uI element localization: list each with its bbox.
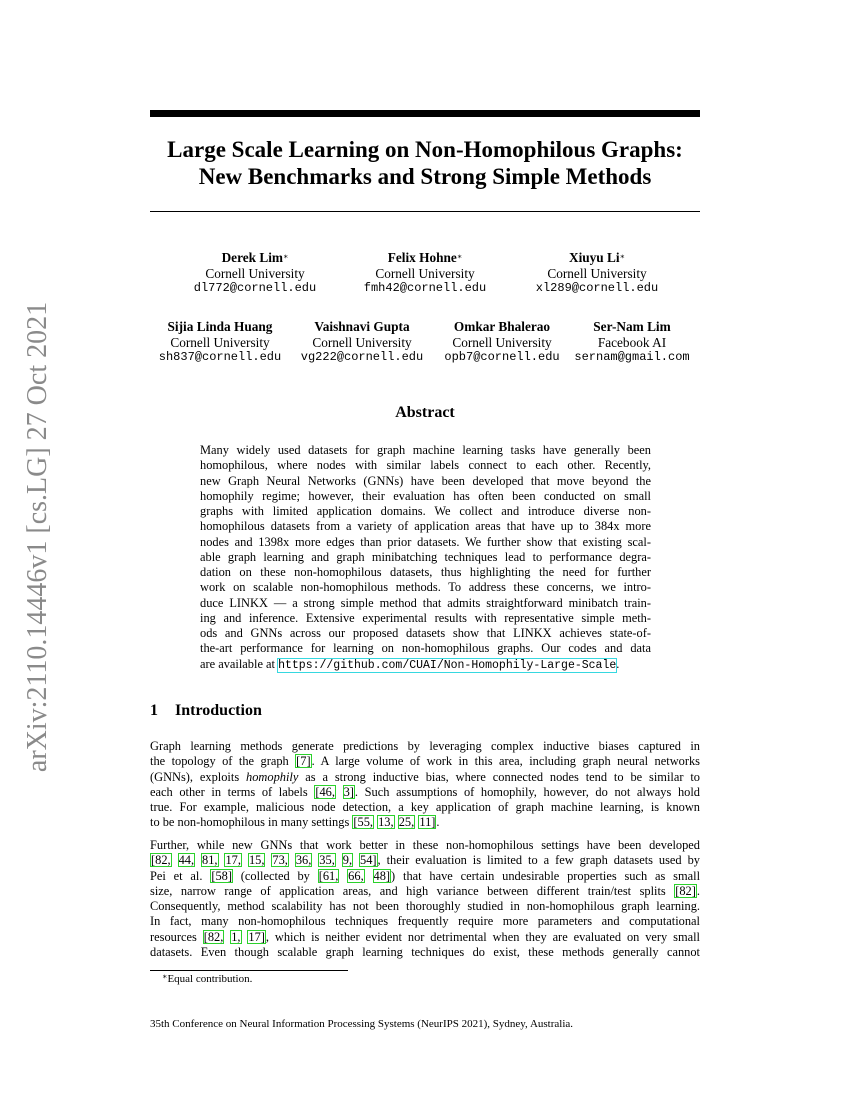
title-line-1: Large Scale Learning on Non-Homophilous Graphs: xyxy=(167,137,683,162)
author-affiliation: Cornell University xyxy=(547,265,647,281)
citation-link[interactable]: 44, xyxy=(178,853,195,868)
section-title: Introduction xyxy=(175,702,262,719)
author-name: Xiuyu Li xyxy=(568,250,620,265)
abstract-line: new Graph Neural Networks (GNNs) have been developed that move beyond the xyxy=(200,473,651,488)
text: . xyxy=(696,883,700,898)
author-name: Vaishnavi Gupta xyxy=(314,319,410,334)
footnote-rule xyxy=(150,970,348,971)
author-email[interactable]: sernam@gmail.com xyxy=(574,350,690,364)
citation-link[interactable]: 17] xyxy=(248,929,265,944)
abstract-line: ing and inference. Extensive experimental results with representative simple meth- xyxy=(200,610,651,625)
intro-paragraph-2 xyxy=(150,838,700,960)
abstract-line: duce LINKX — a strong simple method that admits straightforward minibatch train- xyxy=(200,595,651,610)
text: . xyxy=(436,815,440,830)
text: , their evaluation is limited to a few graph datasets used by xyxy=(377,853,700,868)
title-top-rule xyxy=(150,110,700,117)
footnote-text: Equal contribution. xyxy=(167,973,253,985)
text: . A large volume of work in this area, including graph neural networks xyxy=(311,754,700,769)
citation-link[interactable]: 3] xyxy=(343,784,354,799)
author-affiliation: Cornell University xyxy=(170,334,270,350)
para-line xyxy=(150,754,700,769)
author-block xyxy=(432,319,572,366)
citation-link[interactable]: 73, xyxy=(272,853,288,868)
citation-link[interactable]: [55, xyxy=(353,815,373,830)
citation-link[interactable]: 17, xyxy=(225,853,241,868)
para-line xyxy=(150,815,700,830)
citation-link[interactable]: 11] xyxy=(419,815,436,830)
abstract-line: the-art performance for learning on non-homophilous graphs. Our codes and data xyxy=(200,641,651,656)
para-line: true. For example, malicious node detection, a key application of graph machine learning, is known xyxy=(150,800,700,814)
section-number: 1 xyxy=(150,702,158,719)
author-name: Ser-Nam Lim xyxy=(593,319,671,334)
text: each other in terms of labels xyxy=(150,784,315,799)
author-name: Sijia Linda Huang xyxy=(167,319,273,334)
abstract-body xyxy=(200,443,651,673)
para-line xyxy=(150,869,700,884)
text: resources xyxy=(150,929,203,944)
citation-link[interactable]: 35, xyxy=(319,853,335,868)
citation-link[interactable]: [58] xyxy=(211,868,232,883)
text: ) that have certain undesirable properties such as small xyxy=(391,868,701,883)
author-block xyxy=(562,319,702,366)
para-line: Further, while new GNNs that work better in these non-homophilous settings have been developed xyxy=(150,838,700,852)
author-affiliation: Cornell University xyxy=(375,265,475,281)
author-star: ∗ xyxy=(283,252,289,261)
citation-link[interactable]: [7] xyxy=(296,754,311,769)
code-link[interactable]: https://github.com/CUAI/Non-Homophily-Large-Scale xyxy=(278,658,617,672)
author-name: Omkar Bhalerao xyxy=(453,319,551,334)
para-line xyxy=(150,785,700,800)
abstract-last-suffix: . xyxy=(616,656,620,671)
author-email[interactable]: opb7@cornell.edu xyxy=(444,350,560,364)
author-email[interactable]: vg222@cornell.edu xyxy=(300,350,424,364)
arxiv-watermark: arXiv:2110.14446v1 [cs.LG] 27 Oct 2021 xyxy=(22,301,53,773)
citation-link[interactable]: 13, xyxy=(378,815,394,830)
text: . Such assumptions of homophily, however, do not always hold xyxy=(354,784,700,799)
text: , which is neither evident nor detrimental when they are evaluated on very small xyxy=(265,929,700,944)
author-star: ∗ xyxy=(619,252,626,261)
citation-link[interactable]: 66, xyxy=(348,868,364,883)
abstract-line: nodes and 1398x more edges than prior datasets. We further show that existing scal- xyxy=(200,534,651,549)
intro-paragraph-1 xyxy=(150,739,700,831)
para-line: Graph learning methods generate predictions by leveraging complex inductive biases captured in xyxy=(150,739,700,753)
author-block xyxy=(150,319,290,366)
citation-link[interactable]: 81, xyxy=(202,853,218,868)
citation-link[interactable]: 15, xyxy=(248,853,265,868)
author-block xyxy=(512,250,682,297)
text: (GNNs), exploits xyxy=(150,769,247,784)
title-bottom-rule xyxy=(150,211,700,212)
citation-link[interactable]: 54] xyxy=(360,853,377,868)
citation-link[interactable]: [46, xyxy=(315,784,335,799)
abstract-line: homophilous, where nodes with similar labels connect to each other. Recently, xyxy=(200,458,651,473)
author-block xyxy=(340,250,510,297)
text: the topology of the graph xyxy=(150,754,296,769)
citation-link[interactable]: 1, xyxy=(231,929,241,944)
para-line xyxy=(150,853,700,868)
abstract-line: homophily regime; however, their evaluation has often been conducted on small xyxy=(200,488,651,503)
citation-link[interactable]: [82] xyxy=(675,883,696,898)
para-line: In fact, many non-homophilous techniques frequently require more parameters and computational xyxy=(150,914,700,929)
para-line xyxy=(150,930,700,945)
para-line: datasets. Even though scalable graph learning techniques do exist, these methods generally cannot xyxy=(150,944,700,959)
abstract-last-prefix: are available at xyxy=(200,656,275,671)
section-heading xyxy=(150,702,262,720)
footnote-star: ∗ xyxy=(162,972,168,981)
title-line-2: New Benchmarks and Strong Simple Methods xyxy=(198,164,652,189)
abstract-line: homophilous datasets from a variety of application areas that have up to 384x more xyxy=(200,519,651,534)
author-affiliation: Cornell University xyxy=(452,334,552,350)
conference-note: 35th Conference on Neural Information Processing Systems (NeurIPS 2021), Sydney, Australia. xyxy=(150,1018,574,1030)
text: Pei et al. xyxy=(150,868,211,883)
citation-link[interactable]: [82, xyxy=(151,853,171,868)
author-email[interactable]: sh837@cornell.edu xyxy=(158,350,282,364)
author-email[interactable]: dl772@cornell.edu xyxy=(193,281,317,295)
author-name: Felix Hohne xyxy=(387,250,457,265)
abstract-line xyxy=(200,657,651,673)
footnote xyxy=(162,973,252,985)
abstract-line: dation on these non-homophilous datasets, thus highlighting the need for further xyxy=(200,565,651,579)
citation-link[interactable]: [82, xyxy=(203,929,224,944)
paper-title xyxy=(150,136,700,190)
author-name: Derek Lim xyxy=(221,250,283,265)
abstract-line: graphs with limited application domains. We collect and introduce diverse non- xyxy=(200,504,651,518)
para-line xyxy=(150,884,700,899)
emphasis: homophily xyxy=(246,769,299,784)
author-block xyxy=(292,319,432,366)
abstract-heading: Abstract xyxy=(395,404,455,421)
abstract-line: ods and GNNs across our proposed datasets show that LINKX achieves state-of- xyxy=(200,626,651,640)
author-affiliation: Facebook AI xyxy=(597,334,667,350)
author-block xyxy=(170,250,340,297)
author-affiliation: Cornell University xyxy=(312,334,412,350)
citation-link[interactable]: 36, xyxy=(295,853,312,868)
para-line xyxy=(150,770,700,785)
text: (collected by xyxy=(232,868,318,883)
citation-link[interactable]: 48] xyxy=(373,868,391,883)
author-star: ∗ xyxy=(456,252,463,261)
abstract-line: Many widely used datasets for graph machine learning tasks have generally been xyxy=(200,443,651,457)
abstract-line: able graph learning and graph minibatching techniques lead to performance degra- xyxy=(200,549,651,564)
para-line: Consequently, method scalability has not been thoroughly studied in non-homophilous graph learning. xyxy=(150,899,700,913)
citation-link[interactable]: [61, xyxy=(318,868,339,883)
author-email[interactable]: fmh42@cornell.edu xyxy=(363,281,487,295)
text: to be non-homophilous in many settings xyxy=(150,815,353,830)
abstract-line: work on scalable non-homophilous methods. To address these concerns, we intro- xyxy=(200,580,651,595)
text: size, narrow range of application areas, and high variance between different train/test splits xyxy=(150,883,675,898)
text: as a strong inductive bias, where connected nodes tend to be similar to xyxy=(298,769,700,784)
author-email[interactable]: xl289@cornell.edu xyxy=(535,281,659,295)
citation-link[interactable]: 25, xyxy=(398,815,415,830)
citation-link[interactable]: 9, xyxy=(342,853,353,868)
author-affiliation: Cornell University xyxy=(205,265,305,281)
